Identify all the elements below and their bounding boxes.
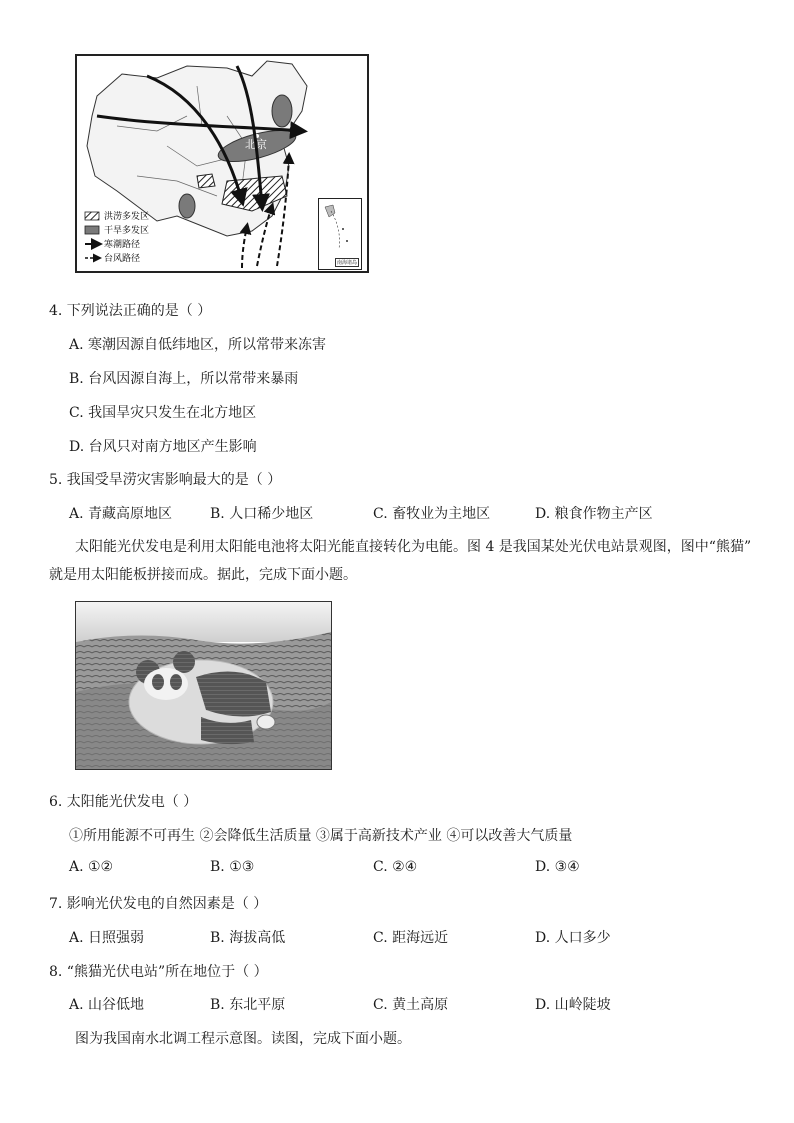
solar-intro-line2: 就是用太阳能板拼接而成。据此，完成下面小题。 (49, 567, 357, 583)
drought-zone-northeast (272, 95, 292, 127)
q5-option-d[interactable]: D. 粮食作物主产区 (535, 506, 653, 522)
q6-option-c[interactable]: C. ②④ (373, 859, 418, 875)
q6-option-a[interactable]: A. ①② (69, 859, 114, 875)
q4-option-a[interactable]: A. 寒潮因源自低纬地区，所以常带来冻害 (69, 337, 327, 353)
q7-option-c[interactable]: C. 距海远近 (373, 930, 449, 946)
panda-solar-photo (75, 601, 332, 770)
q7-option-d[interactable]: D. 人口多少 (535, 930, 611, 946)
question-8-stem: 8. “熊猫光伏电站”所在地位于（ ） (49, 964, 268, 980)
question-4-stem: 4. 下列说法正确的是（ ） (49, 303, 212, 319)
question-5-stem: 5. 我国受旱涝灾害影响最大的是（ ） (49, 472, 282, 488)
q7-option-b[interactable]: B. 海拔高低 (210, 930, 286, 946)
q8-option-c[interactable]: C. 黄土高原 (373, 997, 449, 1013)
q5-option-a[interactable]: A. 青藏高原地区 (69, 506, 173, 522)
q7-option-a[interactable]: A. 日照强弱 (69, 930, 145, 946)
legend-cold-wave-label: 寒潮路径 (104, 240, 141, 250)
q8-option-a[interactable]: A. 山谷低地 (69, 997, 145, 1013)
water-transfer-intro: 图为我国南水北调工程示意图。读图，完成下面小题。 (75, 1031, 411, 1047)
q6-option-d[interactable]: D. ③④ (535, 859, 580, 875)
legend-flood-label: 洪涝多发区 (104, 212, 150, 222)
legend-drought-label: 干旱多发区 (104, 226, 150, 236)
south-sea-inset (318, 198, 362, 270)
q6-statements: ①所用能源不可再生 ②会降低生活质量 ③属于高新技术产业 ④可以改善大气质量 (69, 828, 573, 844)
q5-option-c[interactable]: C. 畜牧业为主地区 (373, 506, 491, 522)
flood-zone-small (197, 174, 215, 188)
q8-option-d[interactable]: D. 山岭陡坡 (535, 997, 611, 1013)
question-6-stem: 6. 太阳能光伏发电（ ） (49, 794, 198, 810)
legend-typhoon-label: 台风路径 (104, 254, 141, 264)
q8-option-b[interactable]: B. 东北平原 (210, 997, 286, 1013)
inset-label: 南海诸岛 (337, 260, 358, 266)
q4-option-c[interactable]: C. 我国旱灾只发生在北方地区 (69, 405, 257, 421)
map-city-label: 北京 (245, 138, 267, 151)
q4-option-b[interactable]: B. 台风因源自海上，所以常带来暴雨 (69, 371, 299, 387)
map-legend (85, 210, 149, 264)
drought-zone-southwest (179, 194, 195, 218)
q5-option-b[interactable]: B. 人口稀少地区 (210, 506, 314, 522)
solar-intro-line1: 太阳能光伏发电是利用太阳能电池将太阳光能直接转化为电能。图 4 是我国某处光伏电站景观图，图中“熊猫” (75, 539, 752, 555)
q6-option-b[interactable]: B. ①③ (210, 859, 255, 875)
question-7-stem: 7. 影响光伏发电的自然因素是（ ） (49, 896, 268, 912)
q4-option-d[interactable]: D. 台风只对南方地区产生影响 (69, 439, 257, 455)
